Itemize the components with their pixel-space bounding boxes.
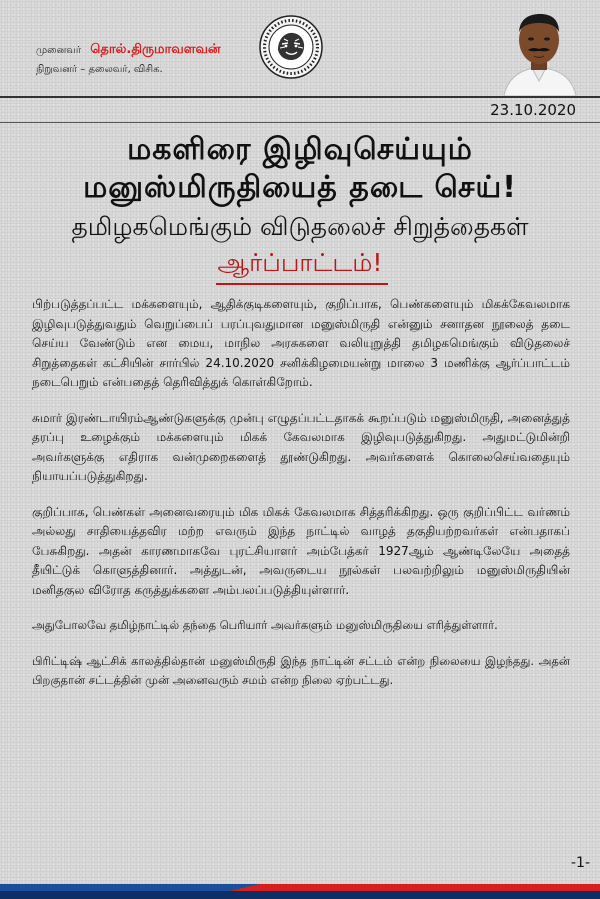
subheadline: தமிழகமெங்கும் விடுதலைச் சிறுத்தைகள்: [71, 212, 529, 241]
page-number: -1-: [570, 855, 590, 871]
paragraph: சுமார் இரண்டாயிரம்ஆண்டுகளுக்கு முன்பு எழுதப்பட்டதாகக் கூறப்படும் மனுஸ்மிருதி, அனைத்துத் தரப்பு உழைக்கும் மக்களையும் மிகக் கேவலமாக இழிவுபடுத்துகிறது. அதுமட்டுமின்றி அவர்களுக்கு எதிராக வன்முறைகளைத் தூண்டுகிறது. அவர்களைக் கொலைசெய்வதையும் நியாயப்படுத்துகிறது.: [32, 410, 570, 483]
paragraph: அதுபோலவே தமிழ்நாட்டில் தந்தை பெரியார் அவர்களும் மனுஸ்மிருதியை எரித்துள்ளார்.: [32, 618, 498, 632]
founder-role: நிறுவனர் – தலைவர், விசிக.: [36, 64, 163, 75]
subheadline-underline: [216, 283, 388, 285]
founder-line: [36, 42, 221, 58]
founder-prefix: முனைவர்: [36, 45, 82, 56]
paragraph: பிற்படுத்தப்பட்ட மக்களையும், ஆதிக்குடிகளையும், குறிப்பாக, பெண்களையும் மிகக்கேவலமாக இழிவுபடுத்துவதும் வெறுப்பைப் பரப்புவதுமான மனுஸ்மிருதி என்னும் சனாதன நூலைத் தடை செய்ய வேண்டும் என மைய, மாநில அரசுகளை வலியுறுத்தி தமிழகமெங்கும் விடுதலைச் சிறுத்தைகள் கட்சியின் சார்பில் 24.10.2020 சனிக்கிழமையன்று மாலை 3 மணிக்கு ஆர்ப்பாட்டம் நடைபெறும் என்பதைத் தெரிவித்துக் கொள்கிறோம்.: [32, 297, 570, 389]
date-divider: [0, 122, 600, 123]
body-text: [32, 295, 570, 707]
party-emblem-icon: [258, 14, 324, 80]
headline-line-2: மனுஸ்மிருதியைத் தடை செய்!: [83, 170, 517, 205]
document-date: 23.10.2020: [490, 101, 576, 119]
leader-portrait: [484, 6, 590, 96]
footer-stripe-red: [230, 884, 600, 891]
subheadline-protest: ஆர்ப்பாட்டம்!: [217, 248, 383, 277]
letterhead: [0, 0, 600, 96]
paragraph: பிரிட்டிஷ் ஆட்சிக் காலத்தில்தான் மனுஸ்மிருதி இந்த நாட்டின் சட்டம் என்ற நிலையை இழந்தது. அதன் பிறகுதான் சட்டத்தின் முன் அனைவரும் சமம் என்ற நிலை ஏற்பட்டது.: [32, 653, 570, 687]
footer-stripe-dark: [0, 891, 600, 899]
paragraph: குறிப்பாக, பெண்கள் அனைவரையும் மிக மிகக் கேவலமாக சித்தரிக்கிறது. ஒரு குறிப்பிட்ட வர்ணம் அல்லது சாதியைத்தவிர மற்ற எவரும் இந்த நாட்டில் வாழத் தகுதியற்றவர்கள் என்பதாகப் பேசுகிறது. அதன் காரணமாகவே புரட்சியாளர் அம்பேத்கர் 1927ஆம் ஆண்டிலேயே அதைத் தீயிட்டுக் கொளுத்தினார். அத்துடன், அவருடைய நூல்கள் பலவற்றிலும் மனுஸ்மிருதியின் மனிதகுல விரோத கருத்துக்களை அம்பலப்படுத்தியுள்ளார்.: [32, 504, 570, 597]
header-divider: [0, 96, 600, 98]
founder-name: தொல்.திருமாவளவன்: [90, 42, 221, 57]
headline-line-1: மகளிரை இழிவுசெய்யும்: [127, 132, 473, 167]
